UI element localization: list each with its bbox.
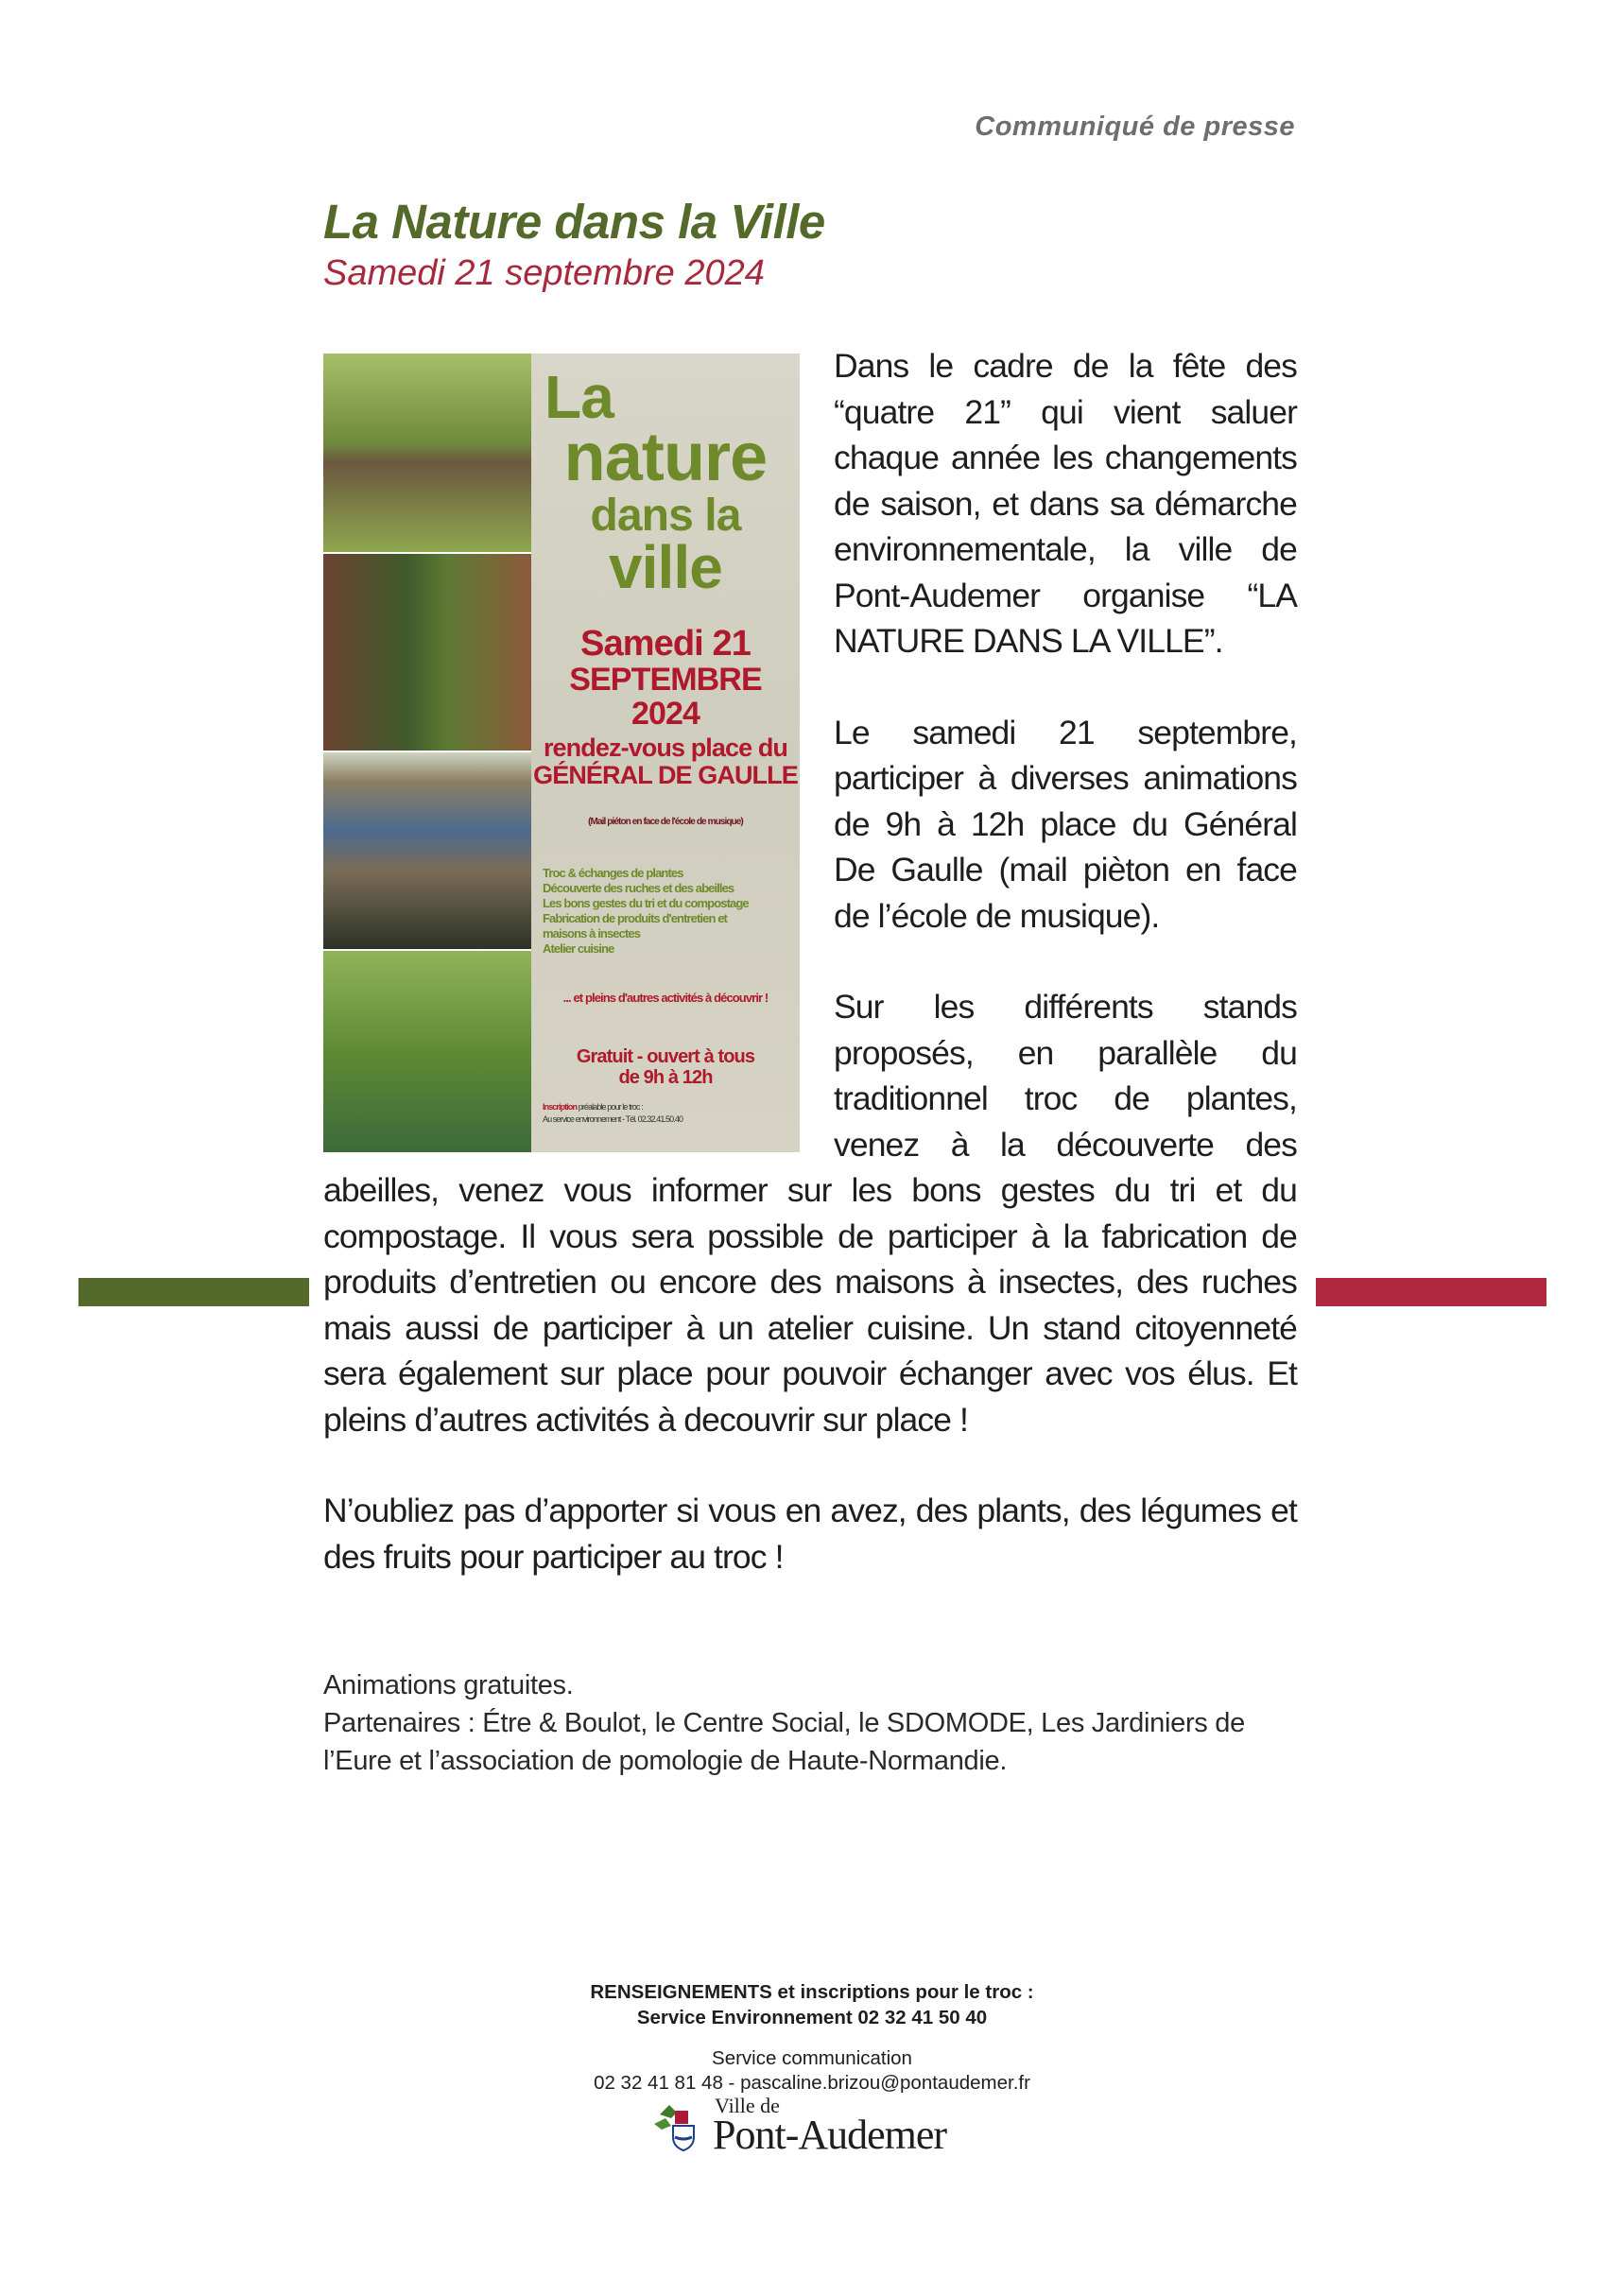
body-paragraph: Le samedi 21 septembre, participer à diverses animations de 9h à 12h place du Général De Gaulle (mail pièton en face de l’école de musique). — [834, 713, 1297, 935]
poster-photo-street — [323, 554, 531, 751]
page-title: La Nature dans la Ville — [323, 195, 825, 249]
body-paragraph: Sur les différents stands proposés, en parallèle du traditionnel troc de plantes, venez à la découverte des abeilles, venez vous informer sur les bons gestes du tri et du compostage. Il vous sera possible de participer à la fabrication de produits d’entretien ou encore des maisons à insectes, des ruches mais aussi de participer à un atelier cuisine. Un stand citoyenneté sera également sur place pour pouvoir échanger avec vos élus. Et pleins d’autres activités à decouvrir sur place ! — [323, 988, 1297, 1439]
poster-photo-river — [323, 951, 531, 1152]
poster-place-note: (Mail piéton en face de l'école de musique) — [588, 816, 743, 827]
partners-notes — [323, 1666, 1297, 1780]
poster-inscription — [531, 1101, 800, 1126]
footer-line: Service Environnement 02 32 41 50 40 — [636, 2007, 988, 2028]
poster-inscription-text: préalable pour le troc : — [578, 1101, 643, 1112]
poster-title-line: ville — [608, 533, 723, 601]
notes-line: Partenaires : Étre & Boulot, le Centre Social, le SDOMODE, Les Jardiniers de l’Eure et l’association de pomologie de Haute-Normandie. — [323, 1708, 1245, 1776]
event-date: Samedi 21 septembre 2024 — [323, 253, 765, 293]
poster-activity: Découverte des ruches et des abeilles — [543, 881, 734, 896]
poster-activity: Atelier cuisine — [543, 941, 614, 957]
poster-place: rendez-vous place du — [543, 733, 788, 763]
decorative-red-bar — [1316, 1278, 1546, 1306]
poster-activity: maisons à insectes — [543, 926, 641, 941]
poster-logo — [531, 1135, 800, 1152]
decorative-green-bar — [78, 1278, 309, 1306]
poster-inscription-contact: Au service environnement - Tél. 02.32.41.50.40 — [543, 1113, 683, 1124]
poster-photo-beehives — [323, 752, 531, 949]
poster-free: Gratuit - ouvert à tous — [576, 1045, 755, 1067]
body-paragraph: Dans le cadre de la fête des “quatre 21” qui vient saluer chaque année les changements de saison, et dans sa démarche environnementale, la ville de Pont-Audemer organise “LA NATURE DANS LA VILLE”. — [834, 347, 1297, 660]
poster-text-panel — [531, 354, 800, 1152]
city-emblem-icon — [652, 2097, 709, 2154]
notes-line: Animations gratuites. — [323, 1670, 574, 1700]
poster-date: SEPTEMBRE 2024 — [569, 661, 762, 732]
press-release-body — [323, 343, 1297, 1625]
footer-line: 02 32 41 81 48 - pascaline.brizou@pontaudemer.fr — [594, 2072, 1030, 2094]
logo-small-text: Ville de — [715, 2094, 780, 2117]
poster-title-line: nature — [563, 420, 768, 495]
poster-activities — [531, 866, 800, 957]
poster-title-line: La — [544, 363, 613, 431]
logo-city-name: Pont-Audemer — [713, 2112, 947, 2158]
poster-activity: Troc & échanges de plantes — [543, 866, 683, 881]
poster-title-line: dans la — [590, 491, 741, 541]
poster-activity: Les bons gestes du tri et du compostage — [543, 896, 749, 911]
footer-line: RENSEIGNEMENTS et inscriptions pour le troc : — [590, 1981, 1034, 2003]
body-paragraph: N’oubliez pas d’apporter si vous en avez, des plants, des légumes et des fruits pour participer au troc ! — [323, 1492, 1297, 1576]
poster-date: Samedi 21 — [580, 624, 751, 664]
poster-photo-garden — [323, 354, 531, 552]
city-logo — [652, 2084, 974, 2160]
event-poster — [323, 354, 800, 1152]
poster-more: ... et pleins d'autres activités à découvrir ! — [562, 991, 769, 1006]
poster-activity: Fabrication de produits d'entretien et — [543, 911, 727, 926]
footer-line: Service communication — [712, 2047, 912, 2069]
poster-hours: de 9h à 12h — [618, 1066, 713, 1088]
poster-logo-small — [531, 1135, 800, 1152]
document-type-label: Communiqué de presse — [975, 112, 1295, 142]
poster-place: GÉNÉRAL DE GAULLE — [533, 761, 798, 790]
poster-inscription-label: Inscription — [543, 1101, 578, 1112]
footer-info — [0, 1979, 1624, 2030]
